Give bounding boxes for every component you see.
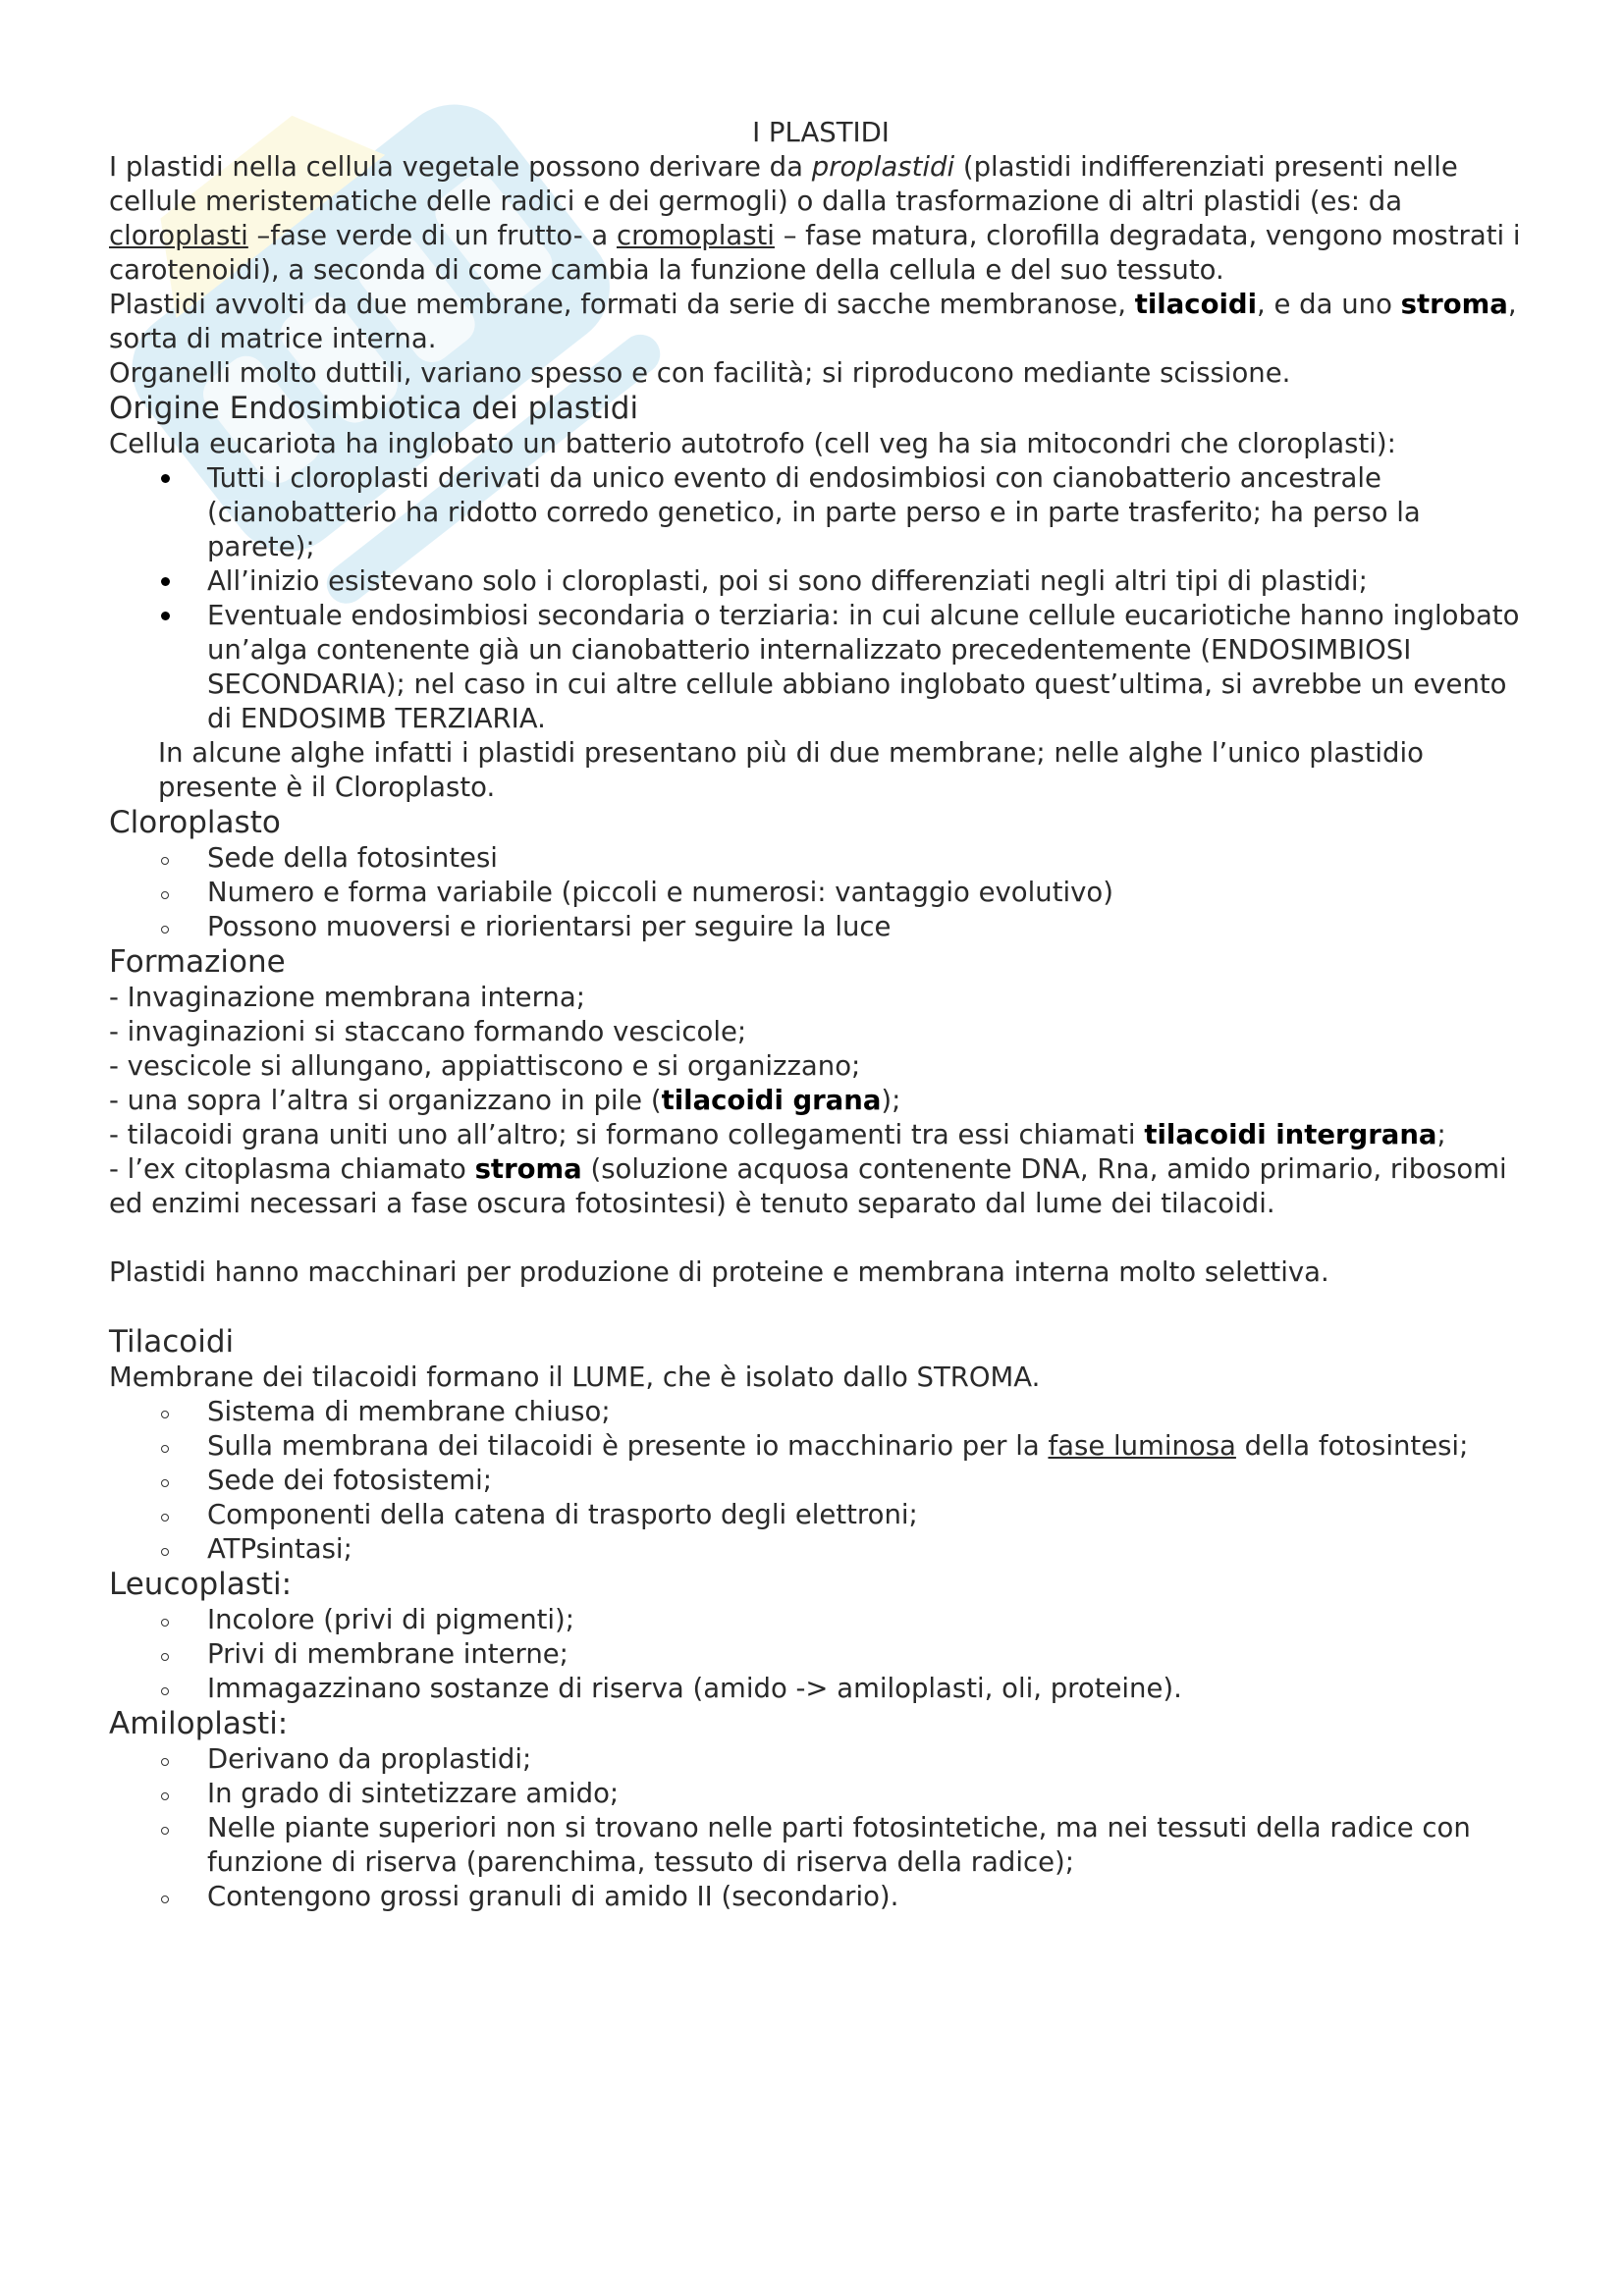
text-run: – fase matura, clorofilla degradata, vengono mostrati i carotenoidi), a seconda di come cambia la funzione della cellula e del suo tessuto. (109, 220, 1521, 286)
text-run: Plastidi avvolti da due membrane, formati da serie di sacche membranose, (109, 289, 1135, 320)
term-tilacoidi-grana: tilacoidi grana (661, 1085, 882, 1116)
list-item (109, 1429, 1533, 1464)
tilacoidi-list (109, 1395, 1533, 1567)
list-item: Privi di membrane interne; (109, 1637, 1533, 1672)
heading-formazione: Formazione (109, 944, 286, 980)
list-item: In grado di sintetizzare amido; (109, 1777, 1533, 1811)
formazione-line: - Invaginazione membrana interna; (109, 982, 585, 1013)
heading-cloroplasto: Cloroplasto (109, 805, 281, 840)
document-page (109, 116, 1533, 1914)
text-run: (soluzione acquosa contenente DNA, Rna, amido primario, ribosomi ed enzimi necessari a fase oscura fotosintesi) è tenuto separato dal lume dei tilacoidi. (109, 1153, 1507, 1219)
tilacoidi-lead: Membrane dei tilacoidi formano il LUME, che è isolato dallo STROMA. (109, 1362, 1041, 1393)
formazione-line: - vescicole si allungano, appiattiscono e si organizzano; (109, 1050, 861, 1082)
text-run: - una sopra l’altra si organizzano in pile ( (109, 1085, 662, 1116)
list-item: Immagazzinano sostanze di riserva (amido -> amiloplasti, oli, proteine). (109, 1672, 1533, 1706)
list-item: Numero e forma variabile (piccoli e numerosi: vantaggio evolutivo) (109, 876, 1533, 910)
list-item: Nelle piante superiori non si trovano nelle parti fotosintetiche, ma nei tessuti della radice con funzione di riserva (parenchima, tessuto di riserva della radice); (109, 1811, 1533, 1880)
formazione-line: - invaginazioni si staccano formando vescicole; (109, 1016, 747, 1047)
text-run: Sulla membrana dei tilacoidi è presente io macchinario per la (207, 1430, 1049, 1462)
formazione-closing: Plastidi hanno macchinari per produzione di proteine e membrana interna molto selettiva. (109, 1256, 1329, 1288)
term-stroma: stroma (1400, 289, 1508, 320)
text-run: ); (881, 1085, 901, 1116)
term-cromoplasti: cromoplasti (616, 220, 775, 251)
text-run: della fotosintesi; (1235, 1430, 1469, 1462)
list-item: ATPsintasi; (109, 1532, 1533, 1567)
heading-leucoplasti: Leucoplasti: (109, 1567, 293, 1602)
text-run: - tilacoidi grana uniti uno all’altro; si formano collegamenti tra essi chiamati (109, 1119, 1145, 1150)
list-item: Eventuale endosimbiosi secondaria o terziaria: in cui alcune cellule eucariotiche hanno inglobato un’alga contenente già un cianobatterio internalizzato precedentemente (ENDOSIMBIOSI SECONDARIA); nel caso in cui altre cellule abbiano inglobato quest’ultima, si avrebbe un evento di ENDOSIMB TERZIARIA. (109, 599, 1533, 736)
heading-origine: Origine Endosimbiotica dei plastidi (109, 391, 639, 426)
term-stroma: stroma (474, 1153, 582, 1185)
origine-bullet-list (109, 461, 1533, 736)
list-item: Componenti della catena di trasporto degli elettroni; (109, 1498, 1533, 1532)
list-item: Contengono grossi granuli di amido II (secondario). (109, 1880, 1533, 1914)
formazione-line (109, 1084, 1533, 1118)
formazione-line (109, 1118, 1533, 1152)
list-item: Tutti i cloroplasti derivati da unico evento di endosimbiosi con cianobatterio ancestrale (cianobatterio ha ridotto corredo genetico, in parte perso e in parte trasferito; ha perso la parete); (109, 461, 1533, 564)
term-tilacoidi-intergrana: tilacoidi intergrana (1144, 1119, 1437, 1150)
origine-lead: Cellula eucariota ha inglobato un batterio autotrofo (cell veg ha sia mitocondri che cloroplasti): (109, 428, 1396, 459)
intro-paragraph-3: Organelli molto duttili, variano spesso e con facilità; si riproducono mediante scissione. (109, 357, 1291, 389)
text-run: , sorta di matrice interna. (109, 289, 1517, 354)
text-run: ; (1436, 1119, 1446, 1150)
list-item: Possono muoversi e riorientarsi per seguire la luce (109, 910, 1533, 944)
leucoplasti-list (109, 1603, 1533, 1706)
heading-amiloplasti: Amiloplasti: (109, 1706, 289, 1741)
list-item: All’inizio esistevano solo i cloroplasti, poi si sono differenziati negli altri tipi di plastidi; (109, 564, 1533, 599)
term-cloroplasti: cloroplasti (109, 220, 248, 251)
heading-tilacoidi: Tilacoidi (109, 1324, 235, 1360)
term-tilacoidi: tilacoidi (1134, 289, 1258, 320)
cloroplasto-list (109, 841, 1533, 944)
list-item: Incolore (privi di pigmenti); (109, 1603, 1533, 1637)
spacer (109, 1290, 1533, 1324)
list-item: Sede della fotosintesi (109, 841, 1533, 876)
text-run: I plastidi nella cellula vegetale possono derivare da (109, 151, 812, 183)
spacer (109, 1221, 1533, 1255)
intro-paragraph-1 (109, 150, 1533, 288)
text-run: –fase verde di un frutto- a (247, 220, 617, 251)
text-run: - l’ex citoplasma chiamato (109, 1153, 475, 1185)
document-title: I PLASTIDI (752, 117, 890, 148)
list-item: Sede dei fotosistemi; (109, 1464, 1533, 1498)
list-item: Sistema di membrane chiuso; (109, 1395, 1533, 1429)
term-fase-luminosa: fase luminosa (1048, 1430, 1236, 1462)
intro-paragraph-2 (109, 288, 1533, 356)
origine-note: In alcune alghe infatti i plastidi presentano più di due membrane; nelle alghe l’unico plastidio presente è il Cloroplasto. (158, 737, 1424, 803)
text-run: , e da uno (1257, 289, 1401, 320)
text-run: (plastidi indifferenziati presenti nelle cellule meristematiche delle radici e dei germogli) o dalla trasformazione di altri plastidi (es: da (109, 151, 1458, 217)
list-item: Derivano da proplastidi; (109, 1742, 1533, 1777)
amiloplasti-list (109, 1742, 1533, 1914)
term-proplastidi: proplastidi (811, 151, 955, 183)
formazione-line (109, 1152, 1533, 1221)
